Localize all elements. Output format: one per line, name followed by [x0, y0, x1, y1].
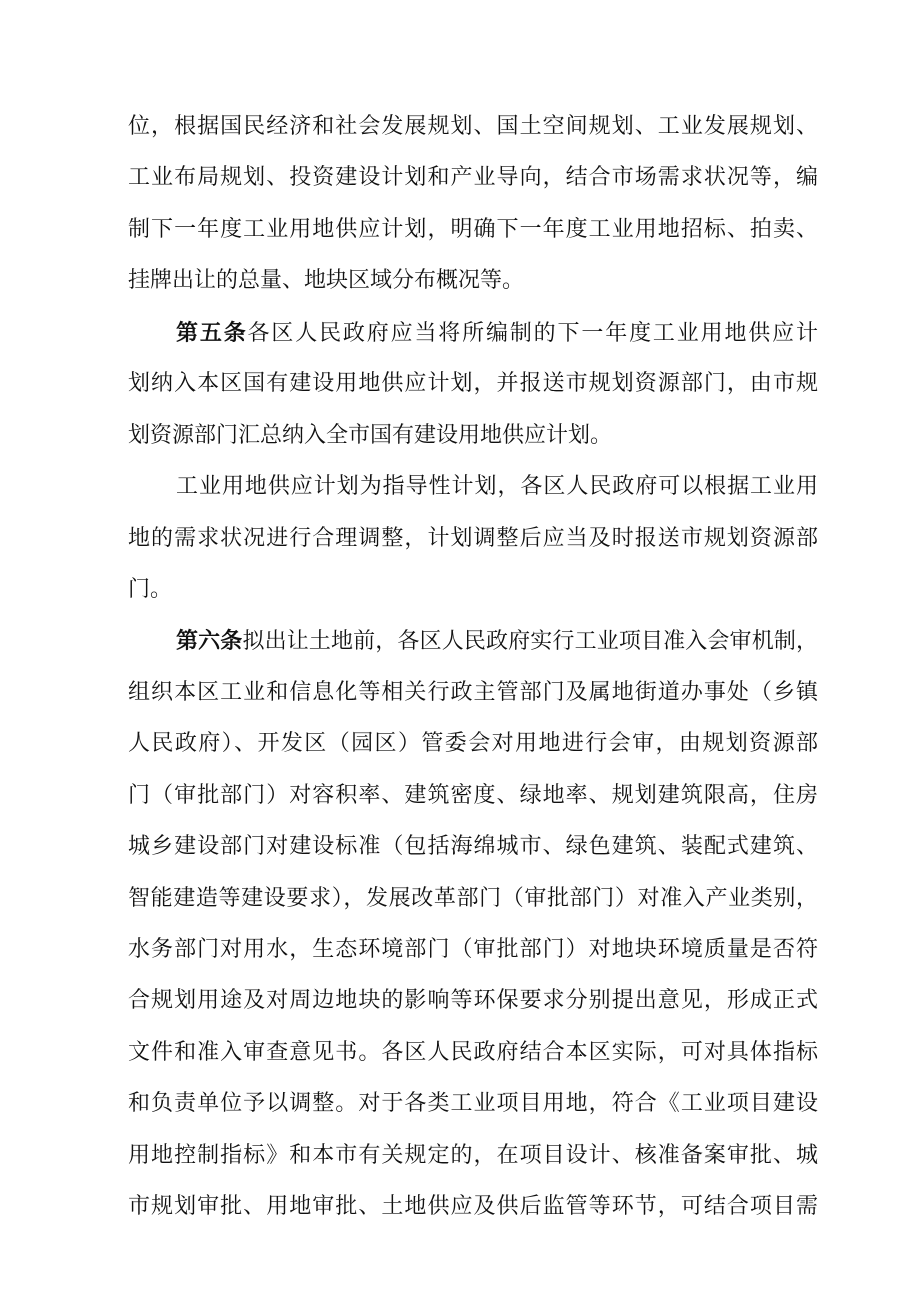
article-5-line-3: 划资源部门汇总纳入全市国有建设用地供应计划。	[128, 423, 613, 448]
article-5-line-1: 各区人民政府应当将所编制的下一年度工业用地供应计	[247, 321, 818, 346]
paragraph-3-line-1: 工业用地供应计划为指导性计划，各区人民政府可以根据工业用	[176, 474, 818, 499]
article-5-first-line	[176, 313, 818, 353]
article-6-first-line	[176, 621, 818, 661]
paragraph-1-line-4: 挂牌出让的总量、地块区域分布概况等。	[128, 268, 525, 293]
article-5-heading: 第五条	[176, 320, 248, 346]
paragraph-1-line-2: 工业布局规划、投资建设计划和产业导向，结合市场需求状况等，编	[128, 165, 818, 190]
article-6-line-4: 门（审批部门）对容积率、建筑密度、绿地率、规划建筑限高，住房	[128, 783, 818, 808]
article-6-line-1: 拟出让土地前，各区人民政府实行工业项目准入会审机制，	[242, 629, 818, 654]
article-6-line-2: 组织本区工业和信息化等相关行政主管部门及属地街道办事处（乡镇	[128, 680, 818, 705]
article-6-line-9: 文件和准入审查意见书。各区人民政府结合本区实际，可对具体指标	[128, 1040, 818, 1065]
article-6-line-5: 城乡建设部门对建设标准（包括海绵城市、绿色建筑、装配式建筑、	[128, 834, 818, 859]
article-6-line-7: 水务部门对用水，生态环境部门（审批部门）对地块环境质量是否符	[128, 937, 818, 962]
article-6-line-3: 人民政府）、开发区（园区）管委会对用地进行会审，由规划资源部	[128, 731, 818, 756]
article-6-line-11: 用地控制指标》和本市有关规定的，在项目设计、核准备案审批、城	[128, 1143, 818, 1168]
article-6-line-10: 和负责单位予以调整。对于各类工业项目用地，符合《工业项目建设	[128, 1091, 818, 1116]
article-6-heading: 第六条	[176, 628, 243, 654]
article-6-line-8: 合规划用途及对周边地块的影响等环保要求分别提出意见，形成正式	[128, 988, 818, 1013]
article-6-line-12: 市规划审批、用地审批、土地供应及供后监管等环节，可结合项目需	[128, 1194, 818, 1219]
paragraph-3-line-2: 地的需求状况进行合理调整，计划调整后应当及时报送市规划资源部	[128, 526, 818, 551]
article-5-line-2: 划纳入本区国有建设用地供应计划，并报送市规划资源部门，由市规	[128, 371, 818, 396]
paragraph-3-line-3: 门。	[128, 577, 173, 602]
paragraph-1-line-3: 制下一年度工业用地供应计划，明确下一年度工业用地招标、拍卖、	[128, 217, 818, 242]
article-6-line-6: 智能建造等建设要求），发展改革部门（审批部门）对准入产业类别，	[128, 886, 818, 911]
paragraph-1-line-1: 位，根据国民经济和社会发展规划、国土空间规划、工业发展规划、	[128, 114, 818, 139]
